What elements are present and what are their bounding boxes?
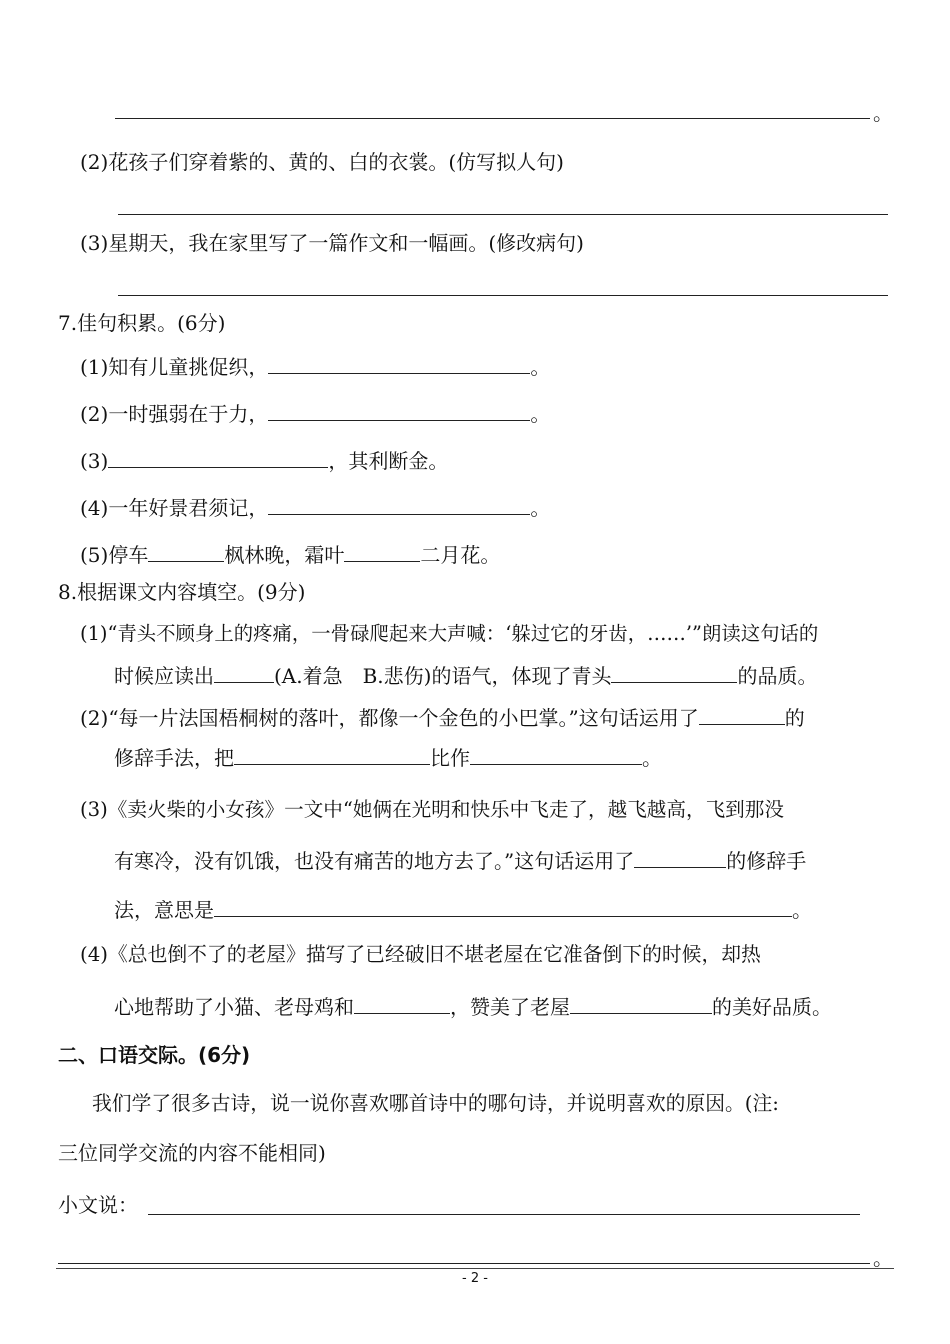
section2-para-line2: 三位同学交流的内容不能相同) bbox=[58, 1141, 326, 1165]
answer-blank[interactable] bbox=[108, 447, 328, 468]
q7-item3: (3) ，其利断金。 bbox=[80, 449, 449, 473]
answer-blank[interactable] bbox=[234, 744, 430, 765]
q8-title: 8.根据课文内容填空。(9分) bbox=[58, 580, 306, 604]
q8-item3-line1: (3)《卖火柴的小女孩》一文中“她俩在光明和快乐中飞走了，越飞越高，飞到那没 bbox=[80, 798, 784, 821]
q8-item2-line2: 修辞手法，把 比作 。 bbox=[114, 746, 662, 770]
q8-item3-line2: 有寒冷，没有饥饿，也没有痛苦的地方去了。”这句话运用了 的修辞手 bbox=[114, 849, 807, 873]
q7-item2: (2)一时强弱在于力， 。 bbox=[80, 402, 551, 426]
answer-blank[interactable] bbox=[344, 541, 420, 562]
q7-item4: (4)一年好景君须记， 。 bbox=[80, 496, 551, 520]
q6-item2: (2)花孩子们穿着紫的、黄的、白的衣裳。(仿写拟人句) bbox=[80, 150, 564, 174]
answer-blank[interactable] bbox=[268, 353, 530, 374]
answer-blank[interactable] bbox=[354, 993, 450, 1014]
q6-item3: (3)星期天，我在家里写了一篇作文和一幅画。(修改病句) bbox=[80, 231, 584, 255]
answer-blank[interactable] bbox=[634, 847, 726, 868]
q7-title: 7.佳句积累。(6分) bbox=[58, 311, 226, 335]
answer-line[interactable] bbox=[118, 295, 888, 296]
xiaowen-label: 小文说： bbox=[58, 1193, 138, 1217]
q8-item4-line1: (4)《总也倒不了的老屋》描写了已经破旧不堪老屋在它准备倒下的时候，却热 bbox=[80, 943, 761, 966]
q8-item1-line2: 时候应读出 (A.着急 B.悲伤)的语气，体现了青头 的品质。 bbox=[114, 664, 818, 688]
q8-item3-line3: 法，意思是 。 bbox=[114, 898, 812, 922]
q8-item1-line1: (1)“青头不顾身上的疼痛，一骨碌爬起来大声喊：‘躲过它的牙齿，……’”朗读这句话的 bbox=[80, 622, 819, 645]
answer-blank[interactable] bbox=[268, 494, 530, 515]
q7-item1: (1)知有儿童挑促织， 。 bbox=[80, 355, 551, 379]
answer-blank[interactable] bbox=[611, 662, 737, 683]
answer-blank[interactable] bbox=[214, 662, 274, 683]
answer-line[interactable] bbox=[148, 1214, 860, 1215]
q8-item2-line1: (2)“每一片法国梧桐树的落叶，都像一个金色的小巴掌。”这句话运用了 的 bbox=[80, 706, 805, 730]
answer-blank[interactable] bbox=[470, 744, 642, 765]
answer-line[interactable] bbox=[118, 214, 888, 215]
answer-blank[interactable] bbox=[268, 400, 530, 421]
q8-item4-line2: 心地帮助了小猫、老母鸡和 ，赞美了老屋 的美好品质。 bbox=[114, 995, 832, 1019]
section2-title: 二、口语交际。(6分) bbox=[58, 1043, 251, 1067]
q7-item5: (5)停车 枫林晚，霜叶 二月花。 bbox=[80, 543, 501, 567]
section2-para-line1: 我们学了很多古诗，说一说你喜欢哪首诗中的哪句诗，并说明喜欢的原因。(注: bbox=[92, 1092, 779, 1115]
footer-divider bbox=[56, 1268, 894, 1269]
period: 。 bbox=[873, 101, 893, 125]
answer-line[interactable] bbox=[58, 1263, 870, 1264]
answer-blank[interactable] bbox=[148, 541, 224, 562]
answer-line[interactable] bbox=[115, 118, 870, 119]
period: 。 bbox=[873, 1246, 893, 1270]
answer-blank[interactable] bbox=[699, 704, 785, 725]
answer-blank[interactable] bbox=[570, 993, 712, 1014]
answer-blank[interactable] bbox=[214, 896, 792, 917]
page-number: - 2 - bbox=[462, 1271, 488, 1286]
